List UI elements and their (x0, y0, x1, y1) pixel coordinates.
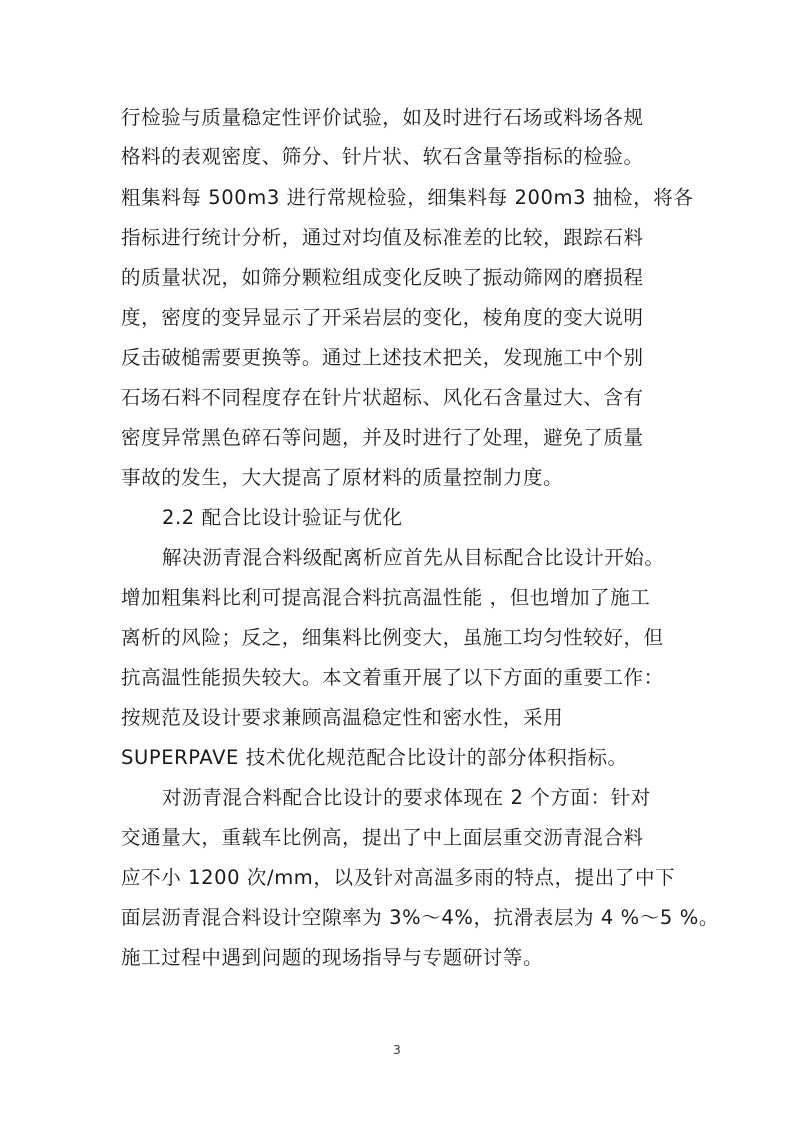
paragraph-line-20: 面层沥青混合料设计空隙率为 3%～4%，抗滑表层为 4 %～5 %。 (121, 906, 719, 929)
page-number: 3 (393, 1043, 401, 1057)
paragraph-line-7: 反击破槌需要更换等。通过上述技术把关，发现施工中个别 (121, 346, 644, 369)
paragraph-line-21: 施工过程中遇到问题的现场指导与专题研讨等。 (121, 946, 544, 969)
paragraph-line-2: 格料的表观密度、筛分、针片状、软石含量等指标的检验。 (121, 145, 644, 168)
paragraph-line-12: 增加粗集料比利可提高混合料抗高温性能 ，但也增加了施工 (121, 586, 651, 609)
paragraph-line-1: 行检验与质量稳定性评价试验，如及时进行石场或料场各规 (121, 106, 644, 129)
paragraph-line-9: 密度异常黑色碎石等问题，并及时进行了处理，避免了质量 (121, 426, 644, 449)
paragraph-line-13: 离析的风险；反之，细集料比例变大，虽施工均匀性较好，但 (121, 626, 664, 649)
paragraph-line-11: 解决沥青混合料级配离析应首先从目标配合比设计开始。 (162, 546, 665, 569)
paragraph-line-3: 粗集料每 500m3 进行常规检验，细集料每 200m3 抽检，将各 (121, 186, 694, 209)
paragraph-line-18: 交通量大，重载车比例高，提出了中上面层重交沥青混合料 (121, 826, 644, 849)
paragraph-line-5: 的质量状况，如筛分颗粒组成变化反映了振动筛网的磨损程 (121, 266, 644, 289)
paragraph-line-15: 按规范及设计要求兼顾高温稳定性和密水性，采用 (121, 706, 564, 729)
paragraph-line-16: SUPERPAVE 技术优化规范配合比设计的部分体积指标。 (121, 746, 628, 769)
paragraph-line-8: 石场石料不同程度存在针片状超标、风化石含量过大、含有 (121, 386, 644, 409)
paragraph-line-14: 抗高温性能损失较大。本文着重开展了以下方面的重要工作： (121, 666, 664, 689)
paragraph-line-19: 应不小 1200 次/mm，以及针对高温多雨的特点，提出了中下 (121, 866, 676, 889)
paragraph-line-4: 指标进行统计分析，通过对均值及标准差的比较，跟踪石料 (121, 226, 644, 249)
paragraph-line-6: 度，密度的变异显示了开采岩层的变化，棱角度的变大说明 (121, 306, 644, 329)
section-heading: 2.2 配合比设计验证与优化 (162, 506, 403, 529)
paragraph-line-17: 对沥青混合料配合比设计的要求体现在 2 个方面：针对 (162, 786, 651, 809)
paragraph-line-10: 事故的发生，大大提高了原材料的质量控制力度。 (121, 466, 564, 489)
